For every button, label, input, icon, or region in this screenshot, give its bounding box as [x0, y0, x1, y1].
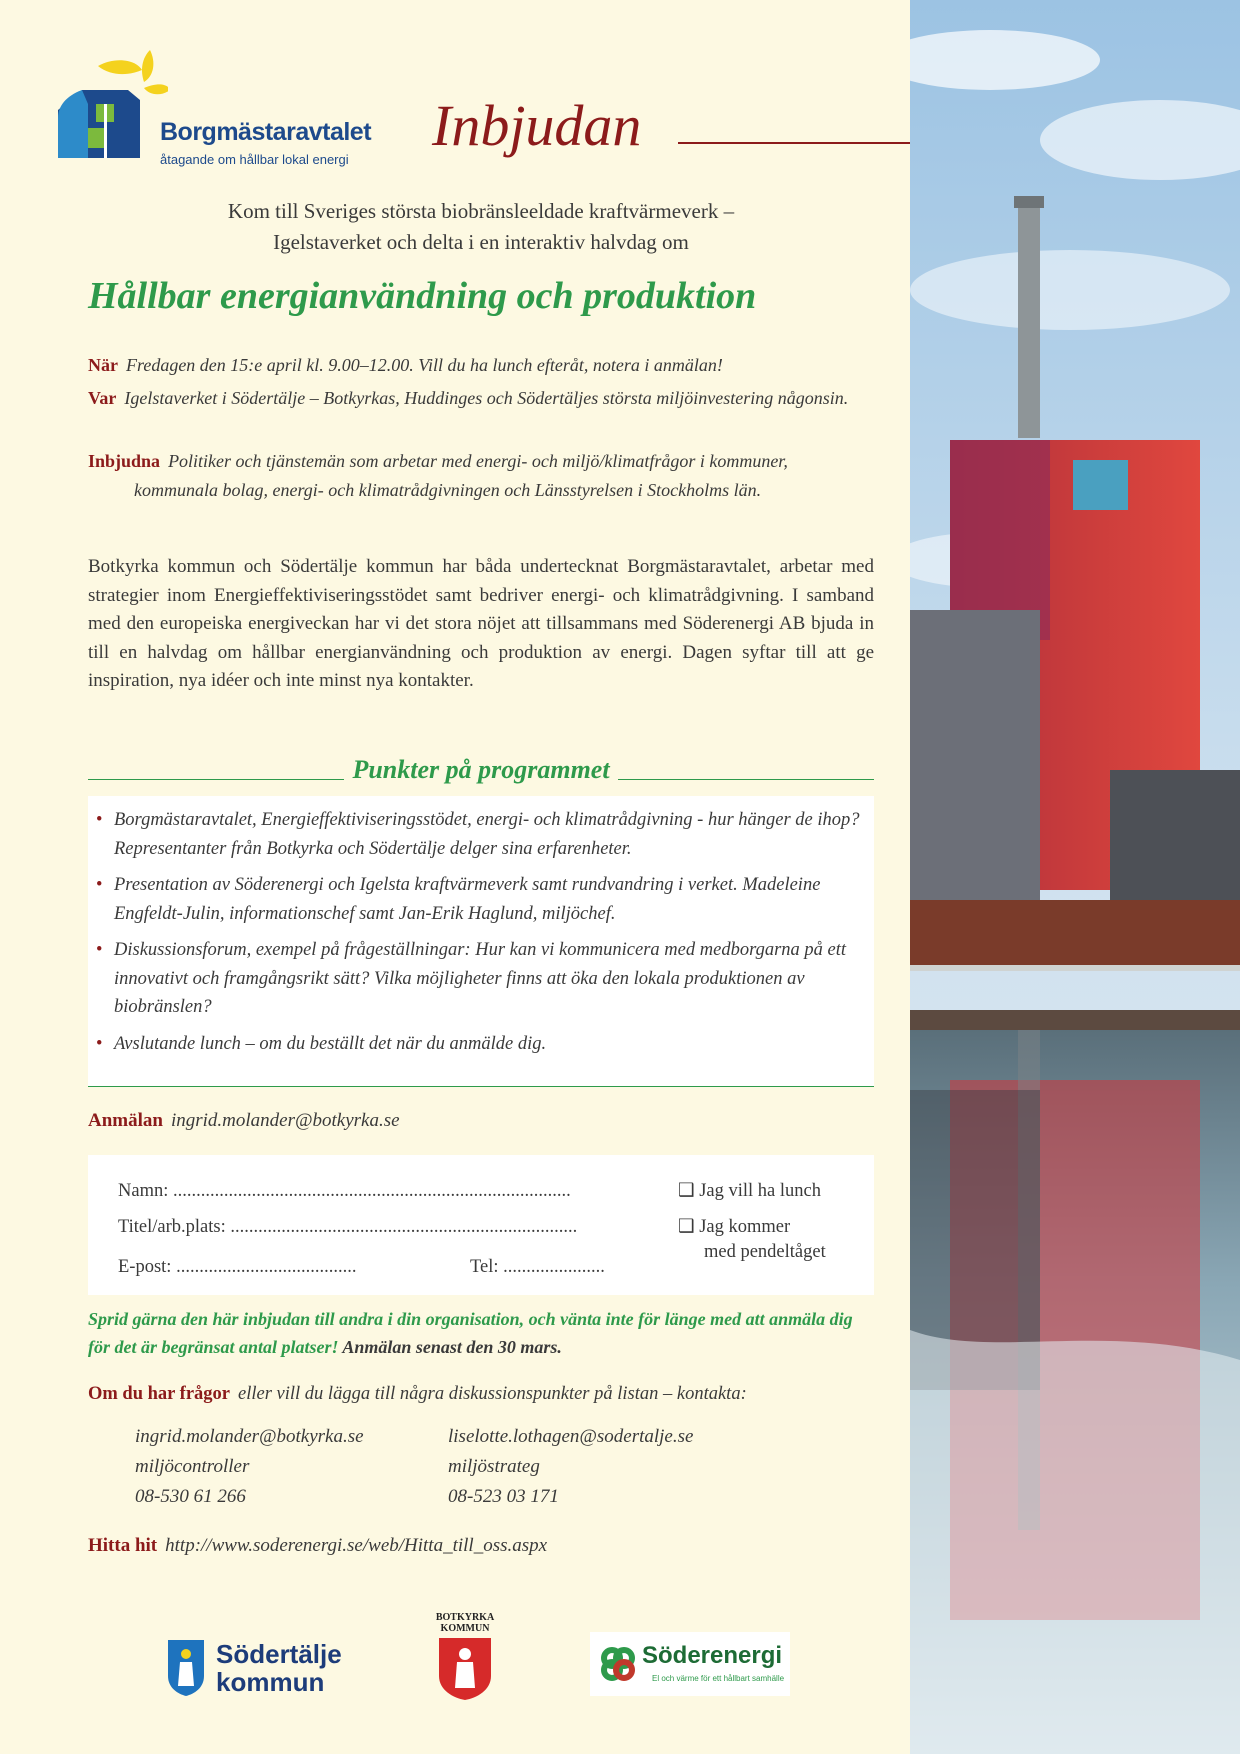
train-checkbox-row[interactable]: [678, 1215, 826, 1265]
directions-line: [88, 1535, 547, 1557]
registration-line: [88, 1110, 400, 1132]
deadline-text: Anmälan senast den 30 mars.: [342, 1337, 562, 1357]
contact-role: miljöstrateg: [448, 1456, 540, 1477]
phone-field[interactable]: Tel: ......................: [470, 1257, 605, 1277]
botkyrka-shield-icon: [437, 1636, 493, 1702]
when-label: När: [88, 355, 118, 375]
sodertalje-shield-icon: [166, 1638, 206, 1698]
program-item-text: Borgmästaravtalet, Energieffektiviseringsstödet, energi- och klimatrådgivning - hur hänger de ihop? Representanter från Botkyrka och Södertälje delger sina erfarenheter.: [114, 810, 860, 859]
contact-phone: 08-523 03 171: [448, 1486, 559, 1507]
spread-notice: [88, 1305, 874, 1361]
bullet: •: [96, 1033, 103, 1054]
name-field[interactable]: Namn: ......................................................................................: [118, 1181, 571, 1201]
registration-form: [88, 1155, 874, 1295]
checkbox-icon[interactable]: ❑: [678, 1181, 695, 1201]
logo-name: Borgmästaravtalet: [160, 118, 372, 146]
registration-label: Anmälan: [88, 1110, 163, 1131]
list-item: [96, 936, 874, 1022]
detail-invited: [88, 447, 876, 505]
directions-link[interactable]: http://www.soderenergi.se/web/Hitta_till_oss.aspx: [165, 1535, 548, 1556]
when-text: Fredagen den 15:e april kl. 9.00–12.00. Vill du ha lunch efteråt, notera i anmälan!: [126, 355, 723, 375]
invited-text: Politiker och tjänstemän som arbetar med energi- och miljö/klimatfrågor i kommuner, kommunala bolag, energi- och klimatrådgivningen och Länsstyrelsen i Stockholms län.: [134, 451, 788, 500]
bullet: •: [96, 810, 103, 830]
botkyrka-name: BOTKYRKA: [435, 1612, 495, 1623]
program-heading-rule-left: [88, 779, 344, 780]
power-plant-photo: [910, 0, 1240, 1754]
where-label: Var: [88, 388, 117, 408]
registration-email[interactable]: ingrid.molander@botkyrka.se: [170, 1110, 400, 1131]
list-item: [96, 1030, 874, 1059]
body-paragraph: Botkyrka kommun och Södertälje kommun har båda undertecknat Borgmästaravtalet, arbetar med strategier inom Energieffektiviseringsstödet samt bedriver energi- och klimatrådgivning. I samband med den europeiska energiveckan har vi det stora nöjet att tillsammans med Söderenergi AB bjuda in till en halvdag om hållbar energianvändning och produktion av energi. Dagen syftar till att ge inspiration, nya idéer och inte minst nya kontakter.: [88, 556, 874, 692]
questions-text: eller vill du lägga till några diskussionspunkter på listan – kontakta:: [238, 1384, 747, 1404]
page-title: Inbjudan: [432, 93, 642, 158]
botkyrka-logo: [430, 1612, 500, 1712]
list-item: [96, 806, 874, 863]
lunch-checkbox-row[interactable]: [678, 1179, 821, 1204]
contact-email[interactable]: ingrid.molander@botkyrka.se: [135, 1426, 364, 1447]
questions-line: [88, 1384, 747, 1405]
sodertalje-logo: [166, 1638, 366, 1702]
bullet: •: [96, 875, 103, 895]
train-label-2: med pendeltåget: [704, 1242, 826, 1262]
list-item: [96, 871, 874, 928]
power-plant-image: [910, 0, 1240, 1754]
program-item-text: Diskussionsforum, exempel på frågeställningar: Hur kan vi kommunicera med medborgarna på ett innovativt och framgångsrikt sätt? Vilka möjligheter finns att öka den lokala produktionen av biobränslen?: [114, 940, 847, 1017]
contact-phone: 08-530 61 266: [135, 1486, 246, 1507]
train-label-1: Jag kommer: [699, 1217, 791, 1237]
program-item-text: Avslutande lunch – om du beställt det när du anmälde dig.: [114, 1033, 547, 1054]
soderenergi-tagline: El och värme för ett hållbart samhälle: [652, 1674, 785, 1683]
program-list: [88, 796, 874, 1058]
sodertalje-name: Södertälje: [216, 1639, 342, 1669]
program-title: Punkter på programmet: [352, 755, 610, 784]
questions-label: Om du har frågor: [88, 1384, 231, 1404]
headline: Hållbar energianvändning och produktion: [88, 275, 757, 317]
contact-sodertalje: [448, 1422, 693, 1512]
contact-email[interactable]: liselotte.lothagen@sodertalje.se: [448, 1426, 694, 1447]
program-box: [88, 796, 874, 1087]
title-field[interactable]: Titel/arb.plats: ...........................................................................: [118, 1217, 578, 1237]
bullet: •: [96, 940, 103, 960]
lunch-label: Jag vill ha lunch: [699, 1181, 821, 1201]
detail-where: [88, 384, 876, 413]
sodertalje-sub: kommun: [216, 1667, 325, 1697]
email-field[interactable]: E-post: .......................................: [118, 1257, 357, 1277]
invited-label: Inbjudna: [88, 451, 161, 471]
intro-line-1: Kom till Sveriges största biobränsleeldade kraftvärmeverk –: [227, 199, 735, 223]
logo-emblem-icon: [58, 48, 168, 178]
soderenergi-swirl-icon: [598, 1644, 638, 1684]
botkyrka-sub: KOMMUN: [440, 1623, 490, 1634]
detail-when: [88, 351, 876, 380]
intro-text: [88, 196, 874, 258]
directions-label: Hitta hit: [88, 1535, 158, 1556]
program-item-text: Presentation av Söderenergi och Igelsta kraftvärmeverk samt rundvandring i verket. Madeleine Engfeldt-Julin, informationschef samt Jan-Erik Haglund, miljöchef.: [114, 875, 821, 924]
where-text: Igelstaverket i Södertälje – Botkyrkas, Huddinges och Södertäljes största miljöinvestering någonsin.: [124, 388, 849, 408]
contact-role: miljöcontroller: [135, 1456, 250, 1477]
spread-text: Sprid gärna den här inbjudan till andra i din organisation, och vänta inte för länge med att anmäla dig för det är begränsat antal platser!: [88, 1309, 853, 1357]
contact-botkyrka: [135, 1422, 364, 1512]
soderenergi-logo: [590, 1632, 790, 1696]
logo-tagline: åtagande om hållbar lokal energi: [160, 152, 349, 167]
program-heading-rule-right: [618, 779, 874, 780]
soderenergi-name: Söderenergi: [642, 1642, 783, 1669]
program-heading: [88, 755, 874, 785]
checkbox-icon[interactable]: ❑: [678, 1217, 695, 1237]
intro-line-2: Igelstaverket och delta i en interaktiv halvdag om: [273, 230, 689, 254]
